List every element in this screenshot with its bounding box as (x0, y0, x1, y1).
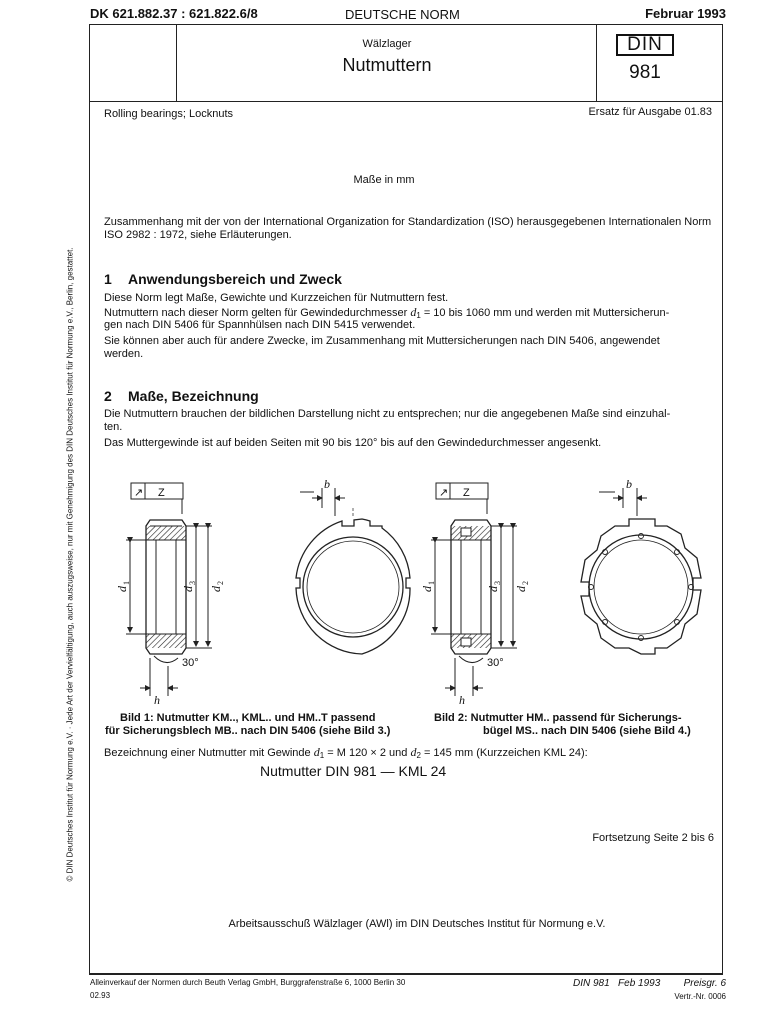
section-1-p2-var: d (410, 305, 417, 319)
footer-seller: Alleinverkauf der Normen durch Beuth Verlag GmbH, Burggrafenstraße 6, 1000 Berlin 30 (90, 978, 406, 987)
fig2-tolerance-symbol: ↗ (439, 487, 449, 499)
fig2-label-b: b (626, 477, 632, 491)
section-1-p2-sub: 1 (416, 311, 421, 320)
footer-edition: 02.93 (90, 991, 111, 1000)
fig1-caption-line2: für Sicherungsblech MB.. nach DIN 5406 (siehe Bild 3.) (105, 725, 391, 737)
fig2-caption-line2: bügel MS.. nach DIN 5406 (siehe Bild 4.) (483, 725, 691, 737)
locknut-drawings (100, 468, 720, 708)
fig1-tolerance-symbol: ↗ (134, 487, 144, 499)
din-number: 981 (629, 62, 661, 83)
fig1-label-d1-sub: 1 (122, 581, 131, 585)
fig2-label-d1: d (420, 586, 434, 592)
fig1-label-d1: d (115, 586, 129, 592)
designation-example: Nutmutter DIN 981 — KML 24 (260, 763, 447, 779)
committee: Arbeitsausschuß Wälzlager (AWl) im DIN Deutsches Institut für Normung e.V. (228, 918, 606, 930)
designation-var1: d (313, 745, 320, 759)
fig2-label-d2-sub: 2 (521, 581, 530, 585)
section-1-number: 1 (104, 271, 112, 287)
fig1-label-d3: d (181, 586, 195, 592)
section-1-p3-cont: werden. (104, 348, 144, 360)
fig1-label-d2: d (209, 586, 223, 592)
fig1-section-view (126, 483, 212, 696)
footer-doc: DIN 981 Feb 1993 (573, 978, 661, 989)
section-1-p1: Diese Norm legt Maße, Gewichte und Kurzzeichen für Nutmuttern fest. (104, 292, 449, 304)
copyright-notice: © DIN Deutsches Institut für Normung e.V. · Jede Art der Vervielfältigung, auch auszugsweise, nur mit Genehmigung des DIN Deutsches Institut für Normung e.V., Berlin, gestattet. (65, 247, 75, 882)
section-2-title: Maße, Bezeichnung (128, 388, 259, 404)
fig1-tolerance-z: Z (158, 487, 165, 499)
title-divider-right (596, 24, 597, 101)
section-2-p1-cont: ten. (104, 421, 123, 433)
designation-text-a: Bezeichnung einer Nutmutter mit Gewinde (104, 747, 311, 759)
designation-var2: d (410, 745, 417, 759)
section-1-p3: Sie können aber auch für andere Zwecke, im Zusammenhang mit Muttersicherungen nach DIN 5406, angewendet (104, 335, 660, 347)
designation-sub2: 2 (416, 751, 421, 760)
din-logo: DIN (616, 34, 674, 56)
fig1-caption-line1: Bild 1: Nutmutter KM.., KML.. und HM..T passend (120, 712, 376, 724)
title-divider-bottom (89, 101, 723, 102)
fig1-angle: 30° (182, 657, 199, 669)
fig2-label-d3-sub: 3 (493, 581, 502, 585)
section-2-p2: Das Muttergewinde ist auf beiden Seiten mit 90 bis 120° bis auf den Gewindedurchmesser angesenkt. (104, 437, 602, 449)
english-title: Rolling bearings; Locknuts (104, 108, 234, 120)
replaces-edition: Ersatz für Ausgabe 01.83 (588, 106, 712, 118)
section-1-title: Anwendungsbereich und Zweck (128, 271, 342, 287)
fig2-label-d2: d (514, 586, 528, 592)
fig2-front-view (581, 488, 701, 654)
section-2-number: 2 (104, 388, 112, 404)
fig2-label-h: h (459, 693, 465, 707)
fig2-label-d3: d (486, 586, 500, 592)
footer-vertr: Vertr.-Nr. 0006 (674, 992, 726, 1001)
fig2-tolerance-z: Z (463, 487, 470, 499)
fig1-label-d3-sub: 3 (188, 581, 197, 585)
units-note: Maße in mm (353, 174, 415, 186)
fig2-angle: 30° (487, 657, 504, 669)
iso-note: Zusammenhang mit der von der International Organization for Standardization (ISO) herausgegebenen Internationalen Norm ISO 2982 : 1972, siehe Erläuterungen. (104, 216, 712, 241)
designation-text-b: = M 120 × 2 und (327, 747, 408, 759)
section-1-p2-start: Nutmuttern nach dieser Norm gelten für Gewindedurchmesser (104, 307, 408, 319)
section-1-p2-cont: gen nach DIN 5406 für Spannhülsen nach DIN 5415 verwendet. (104, 319, 416, 331)
dk-classification: DK 621.882.37 : 621.822.6/8 (90, 6, 258, 21)
fig1-label-h: h (154, 693, 160, 707)
section-2-p1: Die Nutmuttern brauchen der bildlichen Darstellung nicht zu entsprechen; nur die angegebenen Maße sind einzuhal- (104, 408, 671, 420)
designation-line (104, 746, 588, 762)
document-subject: Wälzlager (362, 38, 412, 50)
fig1-label-b: b (324, 477, 330, 491)
footer-divider (89, 974, 723, 975)
fig1-front-view (296, 488, 410, 654)
title-divider-left (176, 24, 177, 101)
fig2-caption-line1: Bild 2: Nutmutter HM.. passend für Sicherungs- (434, 712, 682, 724)
fig2-section-view (431, 483, 517, 696)
designation-text-c: = 145 mm (Kurzzeichen KML 24): (423, 747, 588, 759)
section-1-p2-end: = 10 bis 1060 mm und werden mit Muttersicherun- (423, 307, 670, 319)
continuation-note: Fortsetzung Seite 2 bis 6 (592, 832, 714, 844)
designation-sub1: 1 (319, 751, 325, 760)
footer-price-group: Preisgr. 6 (683, 978, 726, 989)
publication-date: Februar 1993 (645, 6, 726, 21)
document-title: Nutmuttern (342, 55, 432, 75)
fig1-label-d2-sub: 2 (216, 581, 225, 585)
fig2-label-d1-sub: 1 (427, 581, 436, 585)
norm-type: DEUTSCHE NORM (345, 7, 460, 22)
